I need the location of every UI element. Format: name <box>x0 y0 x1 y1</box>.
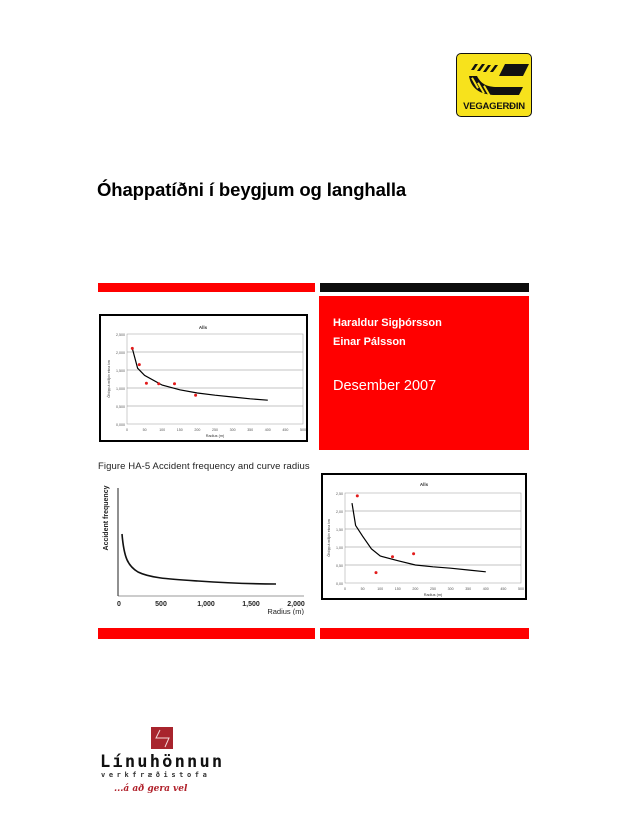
svg-text:500: 500 <box>518 587 524 591</box>
svg-text:150: 150 <box>176 428 183 432</box>
svg-text:0,500: 0,500 <box>116 405 125 409</box>
svg-text:1,000: 1,000 <box>116 387 125 391</box>
svg-text:1,50: 1,50 <box>336 528 343 532</box>
svg-text:1,500: 1,500 <box>242 601 260 608</box>
author-date-panel <box>319 296 529 450</box>
svg-text:1,000: 1,000 <box>197 601 215 608</box>
svg-text:Alls: Alls <box>419 482 429 487</box>
svg-text:250: 250 <box>212 428 218 432</box>
svg-text:1,500: 1,500 <box>116 369 125 373</box>
linuhonnun-slogan: ...á að gera vel <box>114 784 188 794</box>
author-name: Haraldur Sigþórsson <box>333 317 442 329</box>
svg-text:50: 50 <box>360 587 365 591</box>
author-name: Einar Pálsson <box>333 336 406 348</box>
svg-text:500: 500 <box>155 601 167 608</box>
svg-text:350: 350 <box>465 587 472 591</box>
svg-text:450: 450 <box>282 428 289 432</box>
divider-bar-red-bottom-right <box>320 628 529 639</box>
svg-text:2,00: 2,00 <box>336 510 343 514</box>
divider-bar-black-top-right <box>320 283 529 292</box>
svg-text:150: 150 <box>394 587 401 591</box>
svg-text:350: 350 <box>247 428 254 432</box>
svg-text:Radius (m): Radius (m) <box>267 607 304 615</box>
svg-text:400: 400 <box>482 587 489 591</box>
figure-caption: Figure HA-5 Accident frequency and curve radius <box>98 461 310 472</box>
svg-text:Radius (m): Radius (m) <box>205 434 225 438</box>
lightning-mark-icon <box>151 727 173 749</box>
document-title: Óhappatíðni í beygjum og langhalla <box>97 179 407 200</box>
svg-text:450: 450 <box>500 587 507 591</box>
svg-text:0: 0 <box>126 428 128 432</box>
svg-text:100: 100 <box>377 587 384 591</box>
linuhonnun-subtitle: verkfræðistofa <box>101 771 211 779</box>
svg-text:2,000: 2,000 <box>287 601 305 608</box>
svg-text:0,000: 0,000 <box>116 423 125 427</box>
svg-text:0,00: 0,00 <box>336 582 343 586</box>
svg-text:400: 400 <box>264 428 271 432</box>
linuhonnun-wordmark: Línuhönnun <box>100 752 225 772</box>
publication-date: Desember 2007 <box>333 378 437 394</box>
chart-accident-frequency <box>98 478 313 615</box>
svg-text:300: 300 <box>229 428 236 432</box>
svg-text:250: 250 <box>430 587 436 591</box>
svg-text:Radius (m): Radius (m) <box>423 593 443 597</box>
vegagerdin-wordmark: VEGAGERÐIN <box>463 101 525 112</box>
chart-title: Alls <box>198 325 208 330</box>
divider-bar-red-bottom-left <box>98 628 315 639</box>
svg-text:0: 0 <box>117 601 121 608</box>
svg-text:2,50: 2,50 <box>336 492 343 496</box>
svg-text:Accident frequency: Accident frequency <box>103 485 110 551</box>
svg-text:Óhöpp á milljón ekna km: Óhöpp á milljón ekna km <box>107 360 111 398</box>
vegagerdin-logo <box>456 53 532 117</box>
svg-text:Óhöpp á milljón ekna km: Óhöpp á milljón ekna km <box>327 519 331 557</box>
svg-text:200: 200 <box>194 428 201 432</box>
svg-text:0: 0 <box>344 587 346 591</box>
svg-text:2,000: 2,000 <box>116 351 125 355</box>
divider-bar-red-top-left <box>98 283 315 292</box>
svg-text:300: 300 <box>447 587 454 591</box>
svg-text:2,500: 2,500 <box>116 333 125 337</box>
svg-text:1,00: 1,00 <box>336 546 343 550</box>
svg-text:500: 500 <box>300 428 306 432</box>
svg-text:200: 200 <box>412 587 419 591</box>
svg-text:0,50: 0,50 <box>336 564 343 568</box>
svg-text:100: 100 <box>159 428 166 432</box>
chart-alls-bottom-right <box>321 473 527 600</box>
chart-alls-top-left <box>99 314 308 442</box>
linuhonnun-logo-mark <box>151 727 173 749</box>
svg-text:50: 50 <box>142 428 147 432</box>
